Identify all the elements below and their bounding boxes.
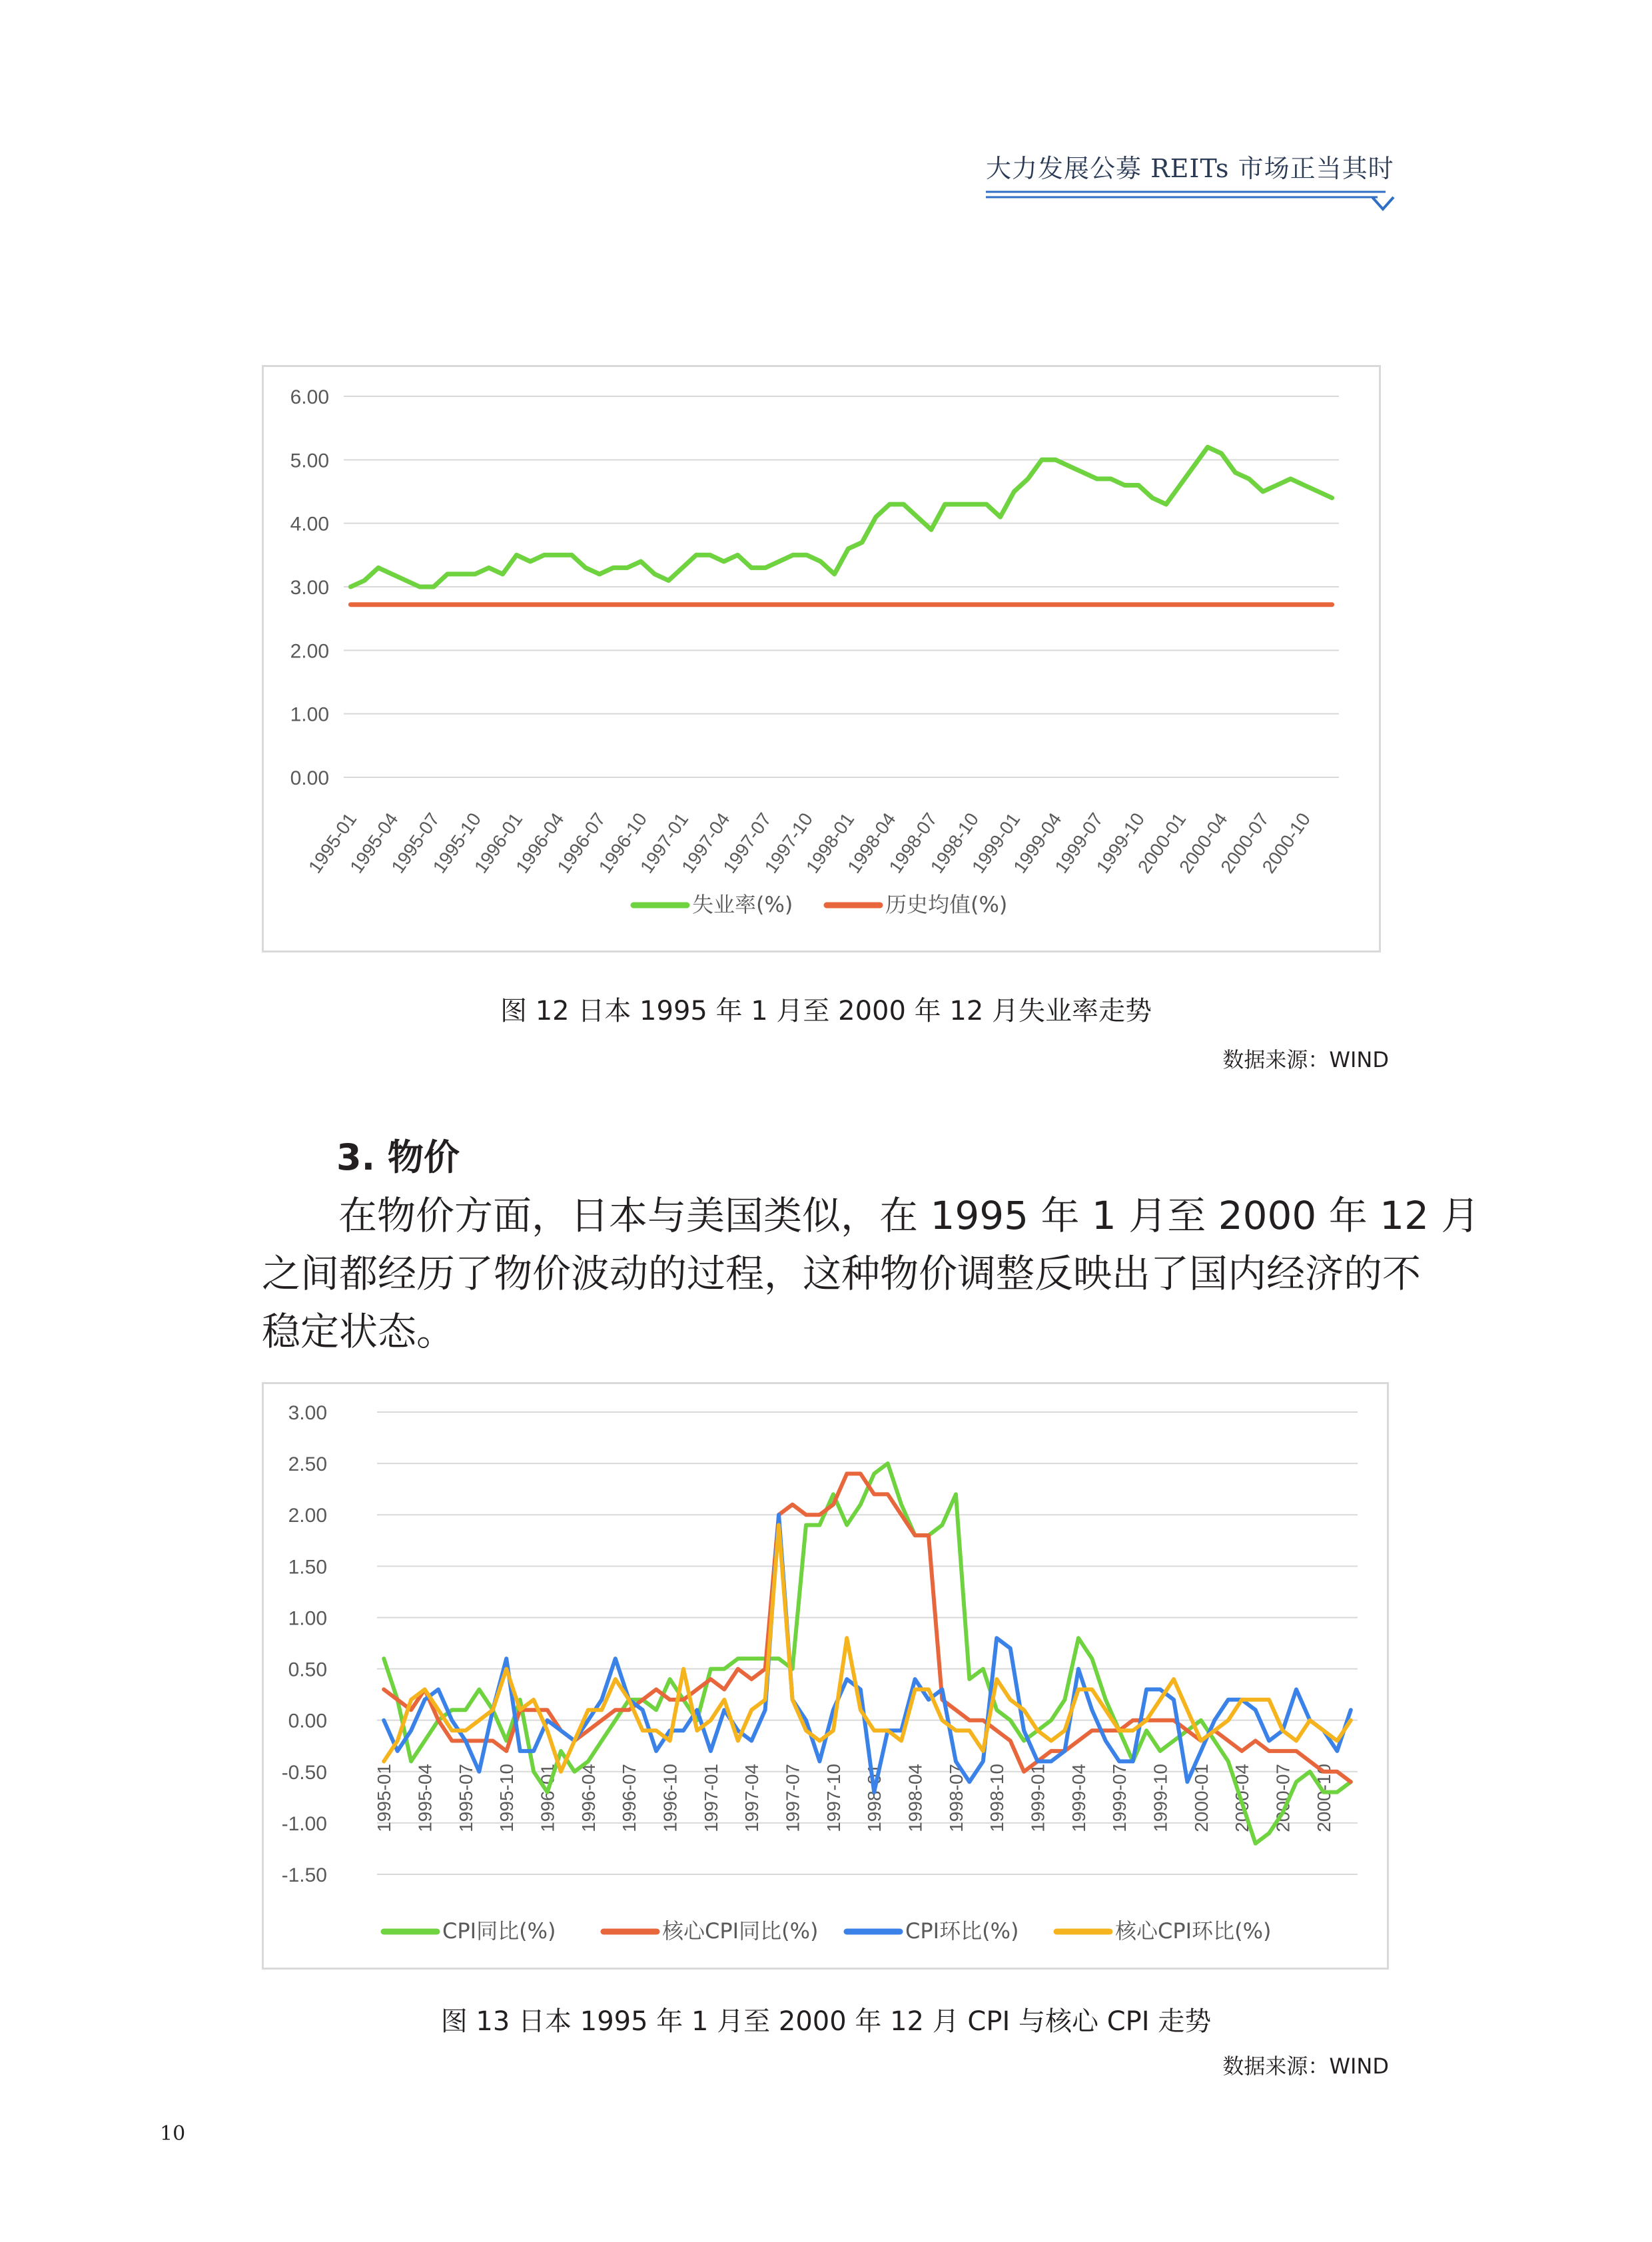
y-tick-label: 4.00 bbox=[290, 513, 329, 536]
x-tick-label: 2000-10 bbox=[1258, 809, 1315, 877]
x-tick-label: 1995-10 bbox=[428, 809, 486, 877]
x-tick-label: 1996-10 bbox=[659, 1764, 681, 1832]
x-tick-label: 1996-04 bbox=[512, 809, 568, 877]
x-tick-label: 1995-01 bbox=[304, 809, 361, 877]
x-tick-label: 2000-01 bbox=[1190, 1764, 1212, 1832]
x-tick-label: 1997-01 bbox=[700, 1764, 721, 1832]
x-tick-label: 1998-04 bbox=[905, 1764, 926, 1832]
x-tick-label: 1996-01 bbox=[470, 809, 527, 877]
y-tick-label: 1.00 bbox=[288, 1607, 327, 1630]
x-tick-label: 1998-07 bbox=[945, 1764, 967, 1832]
x-tick-label: 1999-10 bbox=[1092, 809, 1149, 877]
y-tick-label: 5.00 bbox=[290, 450, 329, 472]
figure-12-source: 数据来源：WIND bbox=[1222, 1047, 1389, 1072]
unemployment-chart bbox=[262, 365, 1381, 952]
x-tick-label: 1998-07 bbox=[885, 809, 941, 877]
y-tick-label: 0.50 bbox=[288, 1659, 327, 1681]
legend-label: 核心CPI同比(%) bbox=[662, 1918, 819, 1944]
y-tick-label: 1.00 bbox=[290, 703, 329, 726]
x-tick-label: 2000-01 bbox=[1133, 809, 1190, 877]
x-tick-label: 1995-04 bbox=[346, 809, 402, 877]
cpi-chart bbox=[262, 1382, 1389, 1970]
y-tick-label: 2.00 bbox=[290, 640, 329, 663]
section-heading: 3. 物价 bbox=[336, 1136, 460, 1178]
x-tick-label: 2000-04 bbox=[1232, 1764, 1253, 1832]
legend-label: 历史均值(%) bbox=[885, 892, 1008, 917]
x-tick-label: 1997-07 bbox=[719, 809, 775, 877]
x-tick-label: 1996-04 bbox=[578, 1764, 599, 1832]
x-tick-label: 1998-10 bbox=[987, 1764, 1008, 1832]
series-line-3 bbox=[384, 1515, 1351, 1792]
paragraph-line: 稳定状态。 bbox=[262, 1309, 456, 1354]
legend-label: 核心CPI环比(%) bbox=[1115, 1918, 1272, 1944]
y-tick-label: 2.50 bbox=[288, 1453, 327, 1476]
paragraph-line: 在物价方面，日本与美国类似，在 1995 年 1 月至 2000 年 12 月 bbox=[338, 1193, 1480, 1238]
x-tick-label: 1997-10 bbox=[823, 1764, 844, 1832]
y-tick-label: -1.00 bbox=[281, 1812, 327, 1835]
x-tick-label: 1999-07 bbox=[1109, 1764, 1130, 1832]
legend-label: 失业率(%) bbox=[692, 892, 793, 917]
x-tick-label: 1998-01 bbox=[801, 809, 859, 877]
x-tick-label: 1995-07 bbox=[455, 1764, 476, 1832]
x-tick-label: 1995-04 bbox=[414, 1764, 436, 1832]
series-line-1 bbox=[350, 447, 1332, 587]
x-tick-label: 1995-07 bbox=[387, 809, 444, 877]
body-paragraph bbox=[262, 1187, 1480, 1361]
y-tick-label: 1.50 bbox=[288, 1556, 327, 1579]
x-tick-label: 2000-07 bbox=[1272, 1764, 1294, 1832]
x-tick-label: 1996-07 bbox=[619, 1764, 640, 1832]
y-tick-label: 0.00 bbox=[288, 1710, 327, 1732]
figure-13-caption: 图 13 日本 1995 年 1 月至 2000 年 12 月 CPI 与核心 CPI 走势 bbox=[440, 2006, 1212, 2037]
x-tick-label: 1999-04 bbox=[1009, 809, 1066, 877]
x-tick-label: 2000-07 bbox=[1216, 809, 1273, 877]
y-tick-label: 2.00 bbox=[288, 1505, 327, 1527]
y-tick-label: -1.50 bbox=[281, 1864, 327, 1886]
y-tick-label: -0.50 bbox=[281, 1761, 327, 1784]
x-tick-label: 1997-04 bbox=[741, 1764, 763, 1832]
unemployment-chart-svg bbox=[264, 367, 1379, 950]
x-tick-label: 2000-04 bbox=[1175, 809, 1232, 877]
x-tick-label: 1996-01 bbox=[537, 1764, 558, 1832]
legend-label: CPI环比(%) bbox=[905, 1918, 1019, 1944]
x-tick-label: 1996-10 bbox=[594, 809, 651, 877]
page-number: 10 bbox=[160, 2122, 186, 2145]
x-tick-label: 1999-04 bbox=[1068, 1764, 1089, 1832]
x-tick-label: 1998-04 bbox=[843, 809, 900, 877]
legend-label: CPI同比(%) bbox=[442, 1918, 556, 1944]
x-tick-label: 1999-01 bbox=[1027, 1764, 1048, 1832]
y-tick-label: 3.00 bbox=[290, 577, 329, 599]
x-tick-label: 1995-01 bbox=[374, 1764, 395, 1832]
x-tick-label: 1999-07 bbox=[1050, 809, 1107, 877]
x-tick-label: 1999-01 bbox=[967, 809, 1025, 877]
chevron-down-icon bbox=[1372, 197, 1394, 209]
x-tick-label: 1999-10 bbox=[1150, 1764, 1171, 1832]
running-header: 大力发展公募 REITs 市场正当其时 bbox=[986, 154, 1394, 183]
x-tick-label: 1997-01 bbox=[635, 809, 693, 877]
x-tick-label: 1995-10 bbox=[496, 1764, 518, 1832]
x-tick-label: 1996-07 bbox=[553, 809, 610, 877]
x-tick-label: 1997-04 bbox=[677, 809, 734, 877]
x-tick-label: 1997-07 bbox=[782, 1764, 803, 1832]
x-tick-label: 1997-10 bbox=[760, 809, 817, 877]
figure-13-source: 数据来源：WIND bbox=[1222, 2054, 1389, 2079]
x-tick-label: 1998-01 bbox=[864, 1764, 885, 1832]
x-tick-label: 2000-10 bbox=[1313, 1764, 1334, 1832]
x-tick-label: 1998-10 bbox=[926, 809, 983, 877]
paragraph-line: 之间都经历了物价波动的过程，这种物价调整反映出了国内经济的不 bbox=[262, 1251, 1422, 1296]
y-tick-label: 0.00 bbox=[290, 767, 329, 789]
header-rule bbox=[986, 188, 1399, 214]
y-tick-label: 6.00 bbox=[290, 386, 329, 408]
figure-12-caption: 图 12 日本 1995 年 1 月至 2000 年 12 月失业率走势 bbox=[500, 996, 1152, 1026]
cpi-chart-svg bbox=[264, 1384, 1387, 1968]
y-tick-label: 3.00 bbox=[288, 1402, 327, 1424]
